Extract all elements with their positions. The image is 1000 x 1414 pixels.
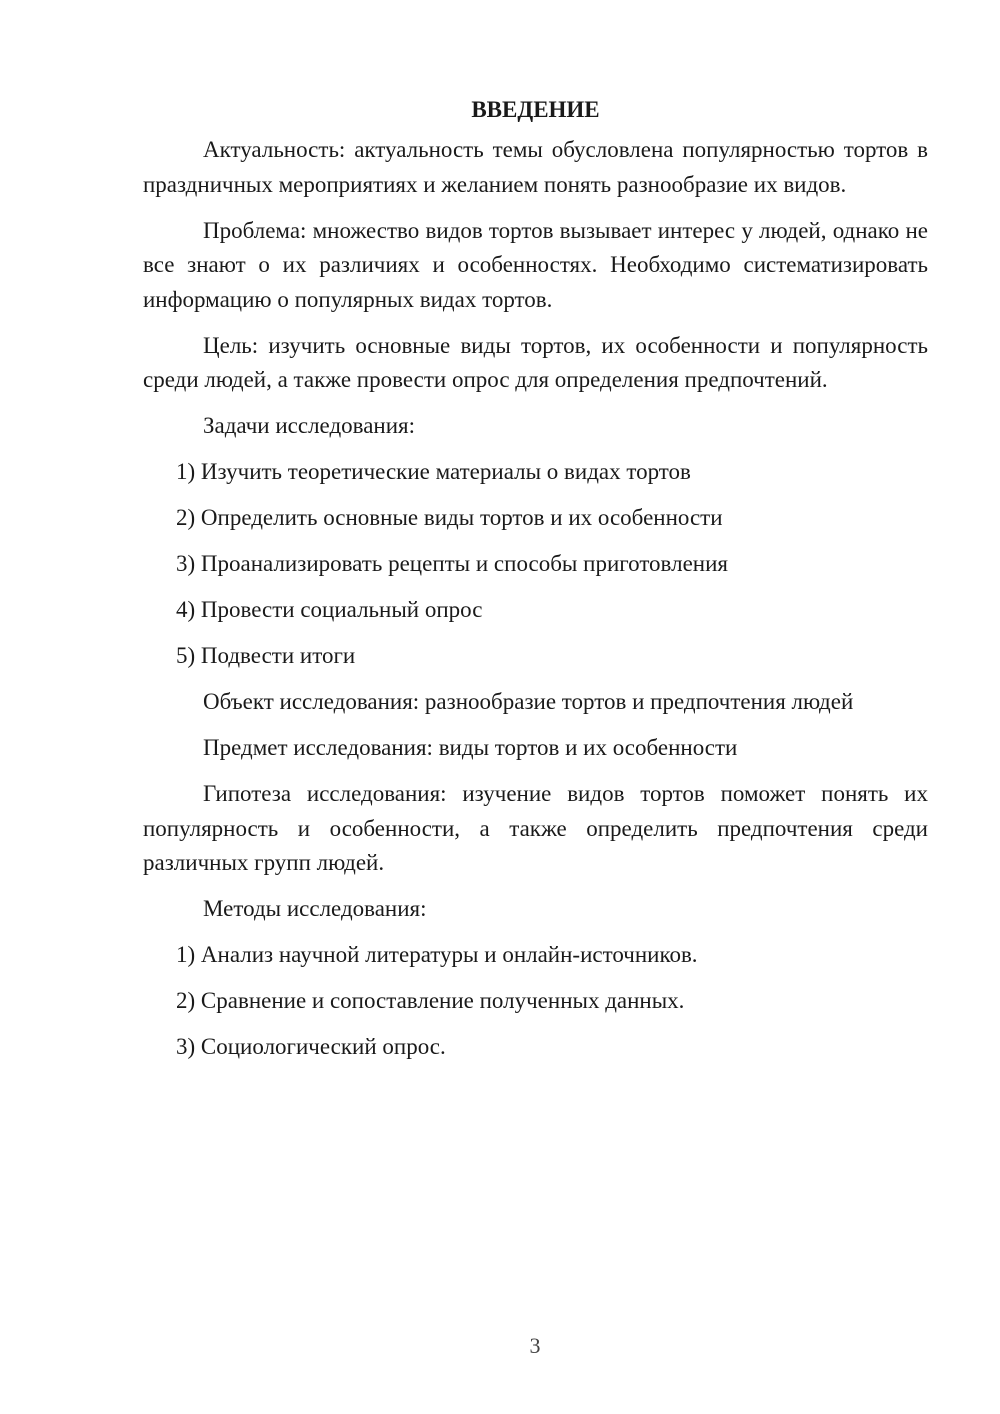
hypothesis-paragraph: Гипотеза исследования: изучение видов тортов поможет понять их популярность и особенности, а также определить предпочтения среди различных групп людей. [143, 781, 928, 875]
method-item-2: 2) Сравнение и сопоставление полученных данных. [176, 988, 685, 1013]
page-title: ВВЕДЕНИЕ [471, 97, 600, 122]
method-item-3: 3) Социологический опрос. [176, 1034, 446, 1059]
page-number: 3 [529, 1333, 541, 1358]
page-content [143, 93, 928, 1076]
problem-paragraph: Проблема: множество видов тортов вызывает интерес у людей, однако не все знают о их различиях и особенностях. Необходимо систематизировать информацию о популярных видах тортов. [143, 217, 928, 312]
task-item-4: 4) Провести социальный опрос [176, 597, 483, 622]
method-item-1: 1) Анализ научной литературы и онлайн-источников. [176, 942, 698, 967]
task-item-5: 5) Подвести итоги [176, 643, 356, 668]
subject-line: Предмет исследования: виды тортов и их особенности [203, 735, 738, 760]
methods-heading: Методы исследования: [203, 896, 427, 921]
object-line: Объект исследования: разнообразие тортов и предпочтения людей [203, 689, 854, 714]
task-item-1: 1) Изучить теоретические материалы о видах тортов [176, 459, 691, 484]
task-item-2: 2) Определить основные виды тортов и их особенности [176, 505, 723, 530]
goal-paragraph: Цель: изучить основные виды тортов, их особенности и популярность среди людей, а также провести опрос для определения предпочтений. [143, 332, 928, 392]
relevance-paragraph: Актуальность: актуальность темы обусловлена популярностью тортов в праздничных мероприятиях и желанием понять разнообразие их видов. [143, 137, 928, 197]
task-item-3: 3) Проанализировать рецепты и способы приготовления [176, 551, 728, 576]
tasks-heading: Задачи исследования: [203, 413, 416, 438]
